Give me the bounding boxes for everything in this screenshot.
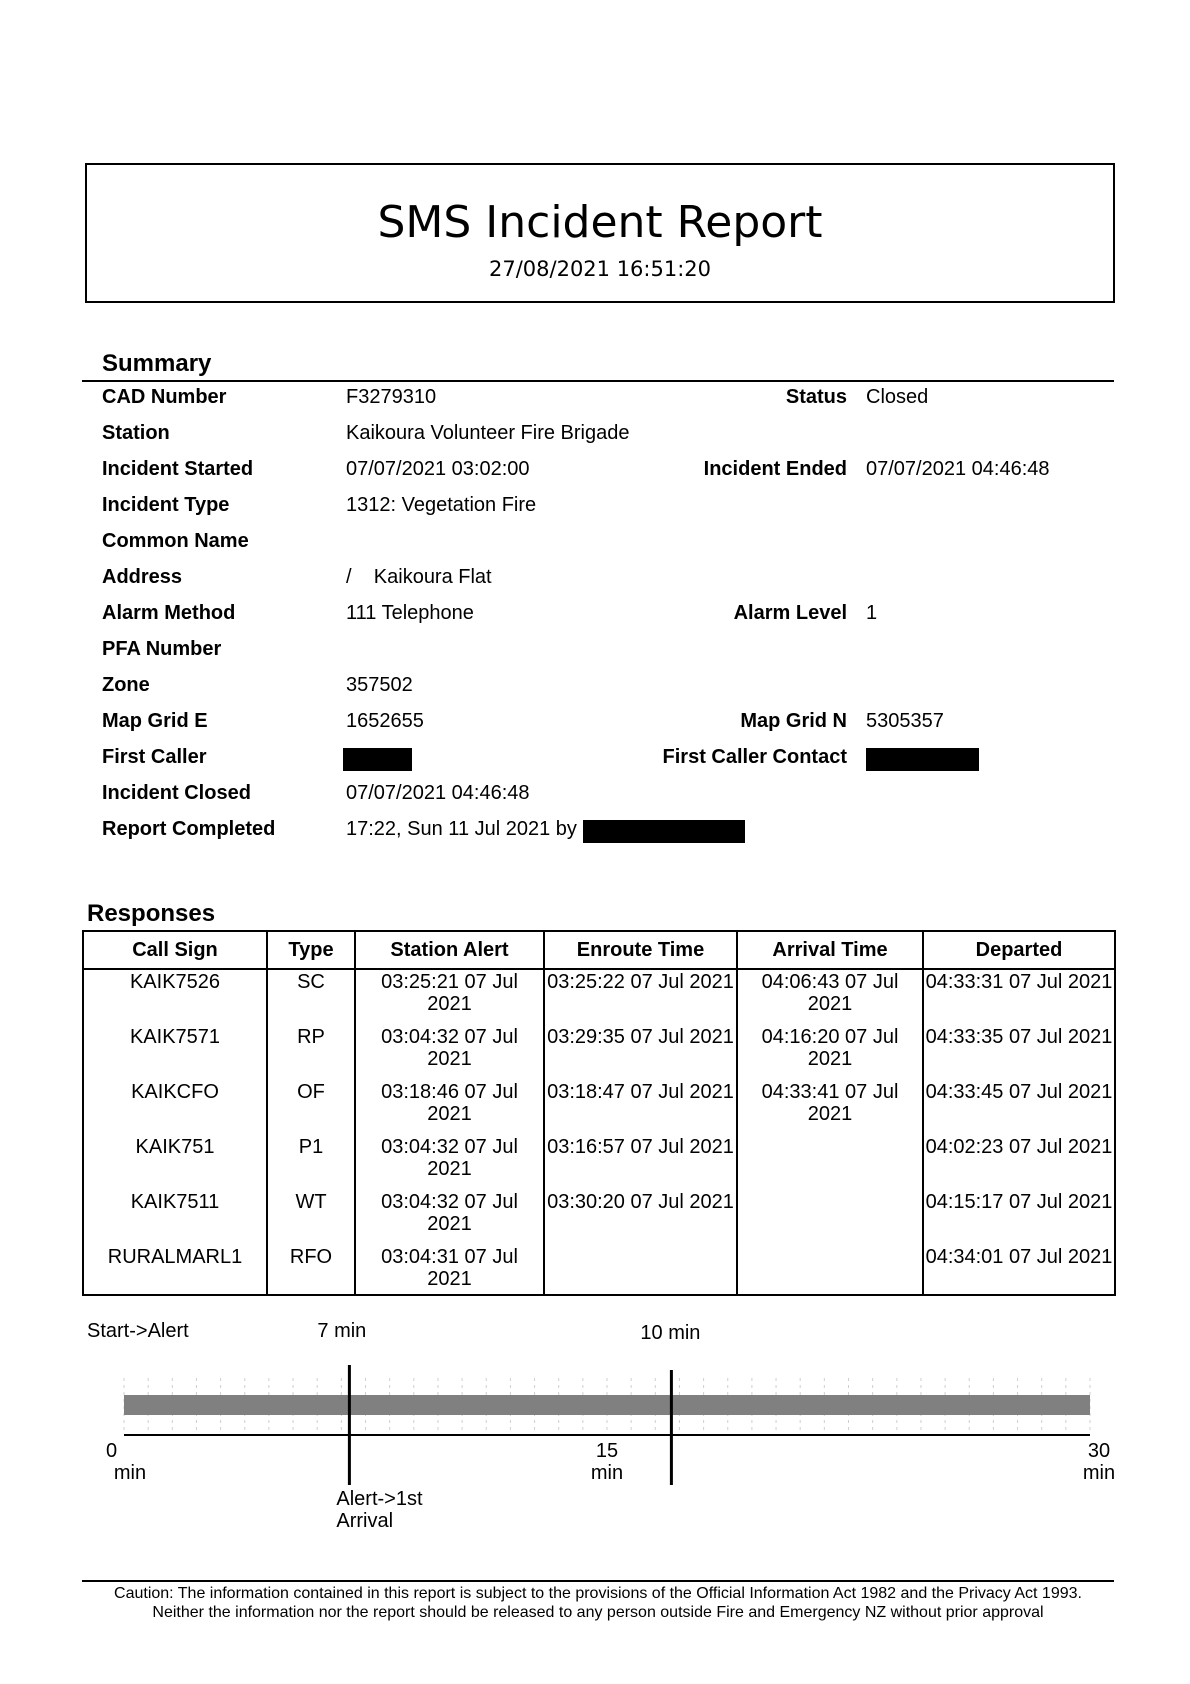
call-sign-cell: KAIK7526	[83, 969, 267, 1025]
station-label: Station	[102, 422, 170, 444]
station-value: Kaikoura Volunteer Fire Brigade	[346, 422, 630, 444]
alarm-method-label: Alarm Method	[102, 602, 236, 624]
alert-first-arrival-label: Alert->1st Arrival	[336, 1488, 423, 1532]
alert-arrival-minutes: 10 min	[640, 1322, 701, 1344]
map-grid-n-label: Map Grid N	[740, 710, 847, 732]
footer-caution-line2: Neither the information nor the report should be released to any person outside Fire and Emergency NZ without prior approval	[152, 1604, 1044, 1621]
station-alert-cell: 03:04:32 07 Jul 2021	[355, 1025, 544, 1080]
tick-number: 30	[1087, 1440, 1111, 1462]
report-completed-by-redaction	[583, 820, 745, 843]
report-header	[85, 163, 1115, 303]
incident-type-label: Incident Type	[102, 494, 230, 516]
departed-cell: 04:33:35 07 Jul 2021	[923, 1025, 1115, 1080]
enroute-time-cell: 03:29:35 07 Jul 2021	[544, 1025, 737, 1080]
first-caller-label: First Caller	[102, 746, 207, 768]
incident-ended-value: 07/07/2021 04:46:48	[866, 458, 1050, 480]
type-cell: RP	[267, 1025, 355, 1080]
type-cell: RFO	[267, 1245, 355, 1295]
arrival-time-cell: 04:06:43 07 Jul 2021	[737, 969, 923, 1025]
start-alert-minutes: 7 min	[317, 1320, 367, 1342]
duration-bar	[124, 1395, 1090, 1415]
call-sign-cell: KAIK7571	[83, 1025, 267, 1080]
map-grid-e-value: 1652655	[346, 710, 424, 732]
report-generated-date: 27/08/2021 16:51:20	[488, 257, 712, 281]
incident-ended-label: Incident Ended	[703, 458, 847, 480]
arrival-time-cell	[737, 1135, 923, 1190]
address-value: / Kaikoura Flat	[346, 566, 492, 588]
col-station-alert: Station Alert	[355, 931, 544, 969]
col-call-sign: Call Sign	[83, 931, 267, 969]
enroute-time-cell	[544, 1245, 737, 1295]
type-cell: SC	[267, 969, 355, 1025]
report-completed-label: Report Completed	[102, 818, 276, 840]
status-label: Status	[785, 386, 847, 408]
alarm-level-label: Alarm Level	[733, 602, 847, 624]
arrival-time-cell	[737, 1190, 923, 1245]
cad-number-value: F3279310	[346, 386, 437, 408]
station-alert-cell: 03:04:32 07 Jul 2021	[355, 1190, 544, 1245]
type-cell: OF	[267, 1080, 355, 1135]
response-timeline	[0, 1320, 1190, 1550]
table-row	[83, 1245, 1115, 1295]
map-grid-n-value: 5305357	[866, 710, 944, 732]
incident-closed-value: 07/07/2021 04:46:48	[346, 782, 530, 804]
departed-cell: 04:15:17 07 Jul 2021	[923, 1190, 1115, 1245]
station-alert-cell: 03:04:32 07 Jul 2021	[355, 1135, 544, 1190]
station-alert-cell: 03:25:21 07 Jul 2021	[355, 969, 544, 1025]
table-row	[83, 969, 1115, 1025]
alarm-level-value: 1	[866, 602, 878, 624]
type-cell: WT	[267, 1190, 355, 1245]
pfa-number-label: PFA Number	[102, 638, 222, 660]
enroute-time-cell: 03:18:47 07 Jul 2021	[544, 1080, 737, 1135]
first-caller-contact-redaction	[866, 748, 979, 771]
type-cell: P1	[267, 1135, 355, 1190]
col-enroute-time: Enroute Time	[544, 931, 737, 969]
departed-cell: 04:33:45 07 Jul 2021	[923, 1080, 1115, 1135]
col-type: Type	[267, 931, 355, 969]
call-sign-cell: KAIK7511	[83, 1190, 267, 1245]
summary-rule	[82, 380, 1114, 382]
enroute-time-cell: 03:30:20 07 Jul 2021	[544, 1190, 737, 1245]
summary-heading: Summary	[102, 350, 212, 377]
report-completed-value: 17:22, Sun 11 Jul 2021 by	[346, 818, 577, 840]
table-row	[83, 1135, 1115, 1190]
map-grid-e-label: Map Grid E	[102, 710, 208, 732]
zone-value: 357502	[346, 674, 413, 696]
table-row	[83, 1025, 1115, 1080]
departed-cell: 04:33:31 07 Jul 2021	[923, 969, 1115, 1025]
tick-unit: min	[1082, 1462, 1116, 1484]
enroute-time-cell: 03:16:57 07 Jul 2021	[544, 1135, 737, 1190]
start-alert-label: Start->Alert	[87, 1320, 189, 1342]
tick-label	[577, 1440, 637, 1484]
call-sign-cell: KAIK751	[83, 1135, 267, 1190]
common-name-label: Common Name	[102, 530, 249, 552]
zone-label: Zone	[102, 674, 150, 696]
table-row	[83, 1080, 1115, 1135]
arrival-time-cell	[737, 1245, 923, 1295]
footer-caution-line1: Caution: The information contained in this report is subject to the provisions of the Official Information Act 1982 and the Privacy Act 1993.	[114, 1585, 1082, 1602]
arrival-time-cell: 04:16:20 07 Jul 2021	[737, 1025, 923, 1080]
departed-cell: 04:34:01 07 Jul 2021	[923, 1245, 1115, 1295]
responses-table	[82, 930, 1116, 1296]
tick-label	[100, 1440, 160, 1484]
responses-header-row	[83, 931, 1115, 969]
enroute-time-cell: 03:25:22 07 Jul 2021	[544, 969, 737, 1025]
call-sign-cell: RURALMARL1	[83, 1245, 267, 1295]
incident-started-label: Incident Started	[102, 458, 254, 480]
address-label: Address	[102, 566, 183, 588]
station-alert-cell: 03:04:31 07 Jul 2021	[355, 1245, 544, 1295]
footer-rule	[82, 1580, 1114, 1582]
incident-closed-label: Incident Closed	[102, 782, 251, 804]
tick-unit: min	[590, 1462, 624, 1484]
call-sign-cell: KAIKCFO	[83, 1080, 267, 1135]
status-value: Closed	[866, 386, 929, 408]
tick-number: 0	[106, 1440, 118, 1462]
cad-number-label: CAD Number	[102, 386, 227, 408]
station-alert-cell: 03:18:46 07 Jul 2021	[355, 1080, 544, 1135]
arrival-time-cell: 04:33:41 07 Jul 2021	[737, 1080, 923, 1135]
col-departed: Departed	[923, 931, 1115, 969]
incident-type-value: 1312: Vegetation Fire	[346, 494, 537, 516]
col-arrival-time: Arrival Time	[737, 931, 923, 969]
incident-started-value: 07/07/2021 03:02:00	[346, 458, 530, 480]
departed-cell: 04:02:23 07 Jul 2021	[923, 1135, 1115, 1190]
tick-unit: min	[113, 1462, 147, 1484]
alarm-method-value: 111 Telephone	[346, 602, 474, 624]
tick-number: 15	[595, 1440, 619, 1462]
table-row	[83, 1190, 1115, 1245]
first-caller-redaction	[343, 748, 412, 771]
report-title: SMS Incident Report	[377, 197, 823, 248]
first-caller-contact-label: First Caller Contact	[662, 746, 847, 768]
responses-heading: Responses	[87, 900, 216, 927]
tick-label	[1069, 1440, 1129, 1484]
